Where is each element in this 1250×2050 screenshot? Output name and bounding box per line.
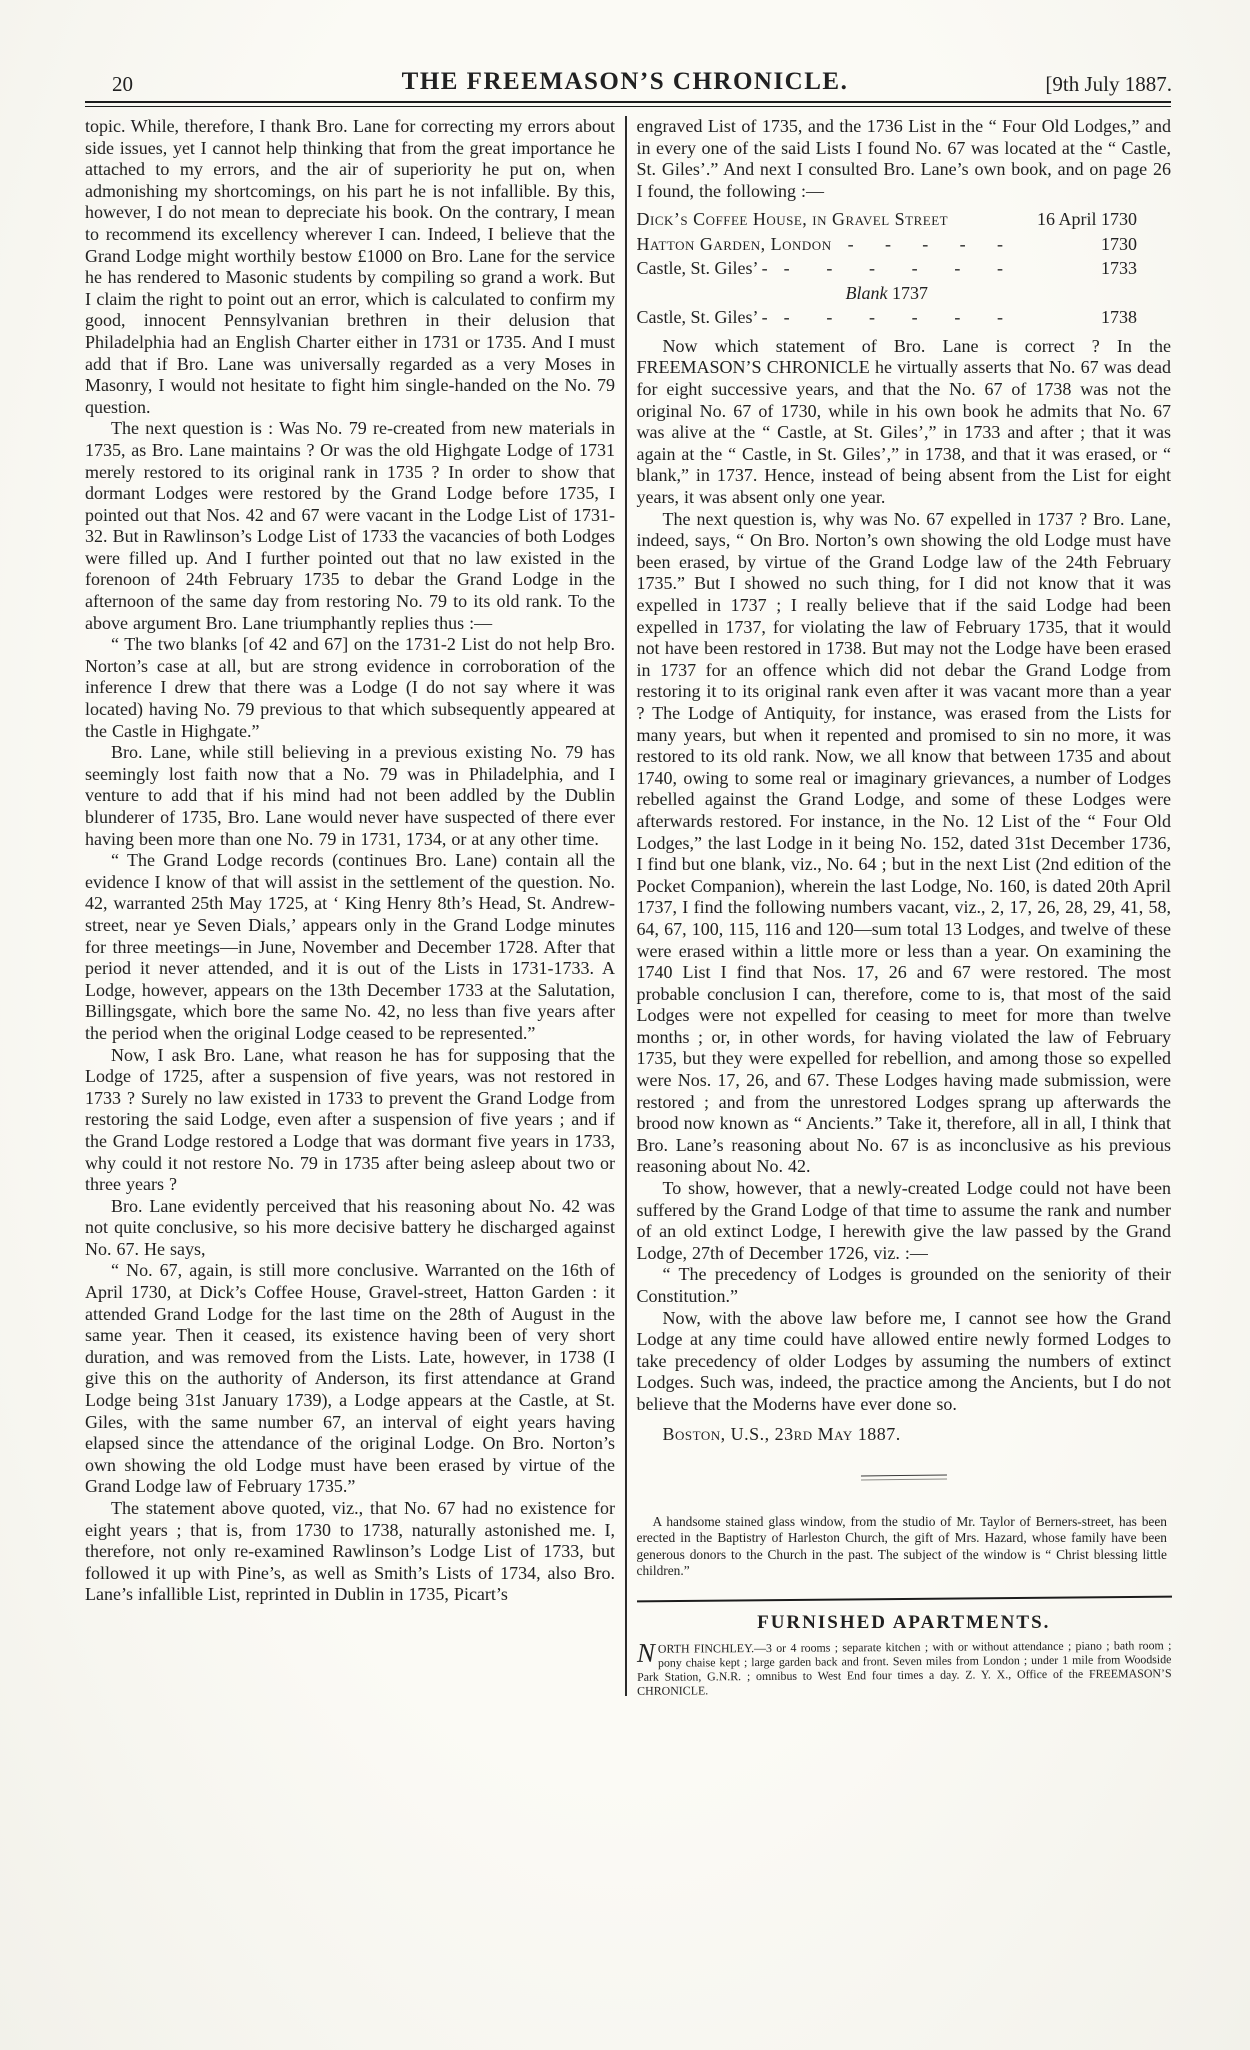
article-paragraph: The next question is : Was No. 79 re-created from new materials in 1735, as Bro. Lane maintains ? Or was the old Highgate Lodge of 1731 merely restored to its original rank in 1735 ? In order to show that dormant Lodges were restored by the Grand Lodge before 1735, I pointed out that Nos. 42 and 67 were vacant in the Lodge List of 1731-32. But in Rawlinson’s Lodge List of 1733 the vacancies of both Lodges were filled up. And I further pointed out that no law existed in the forenoon of 24th February 1735 to debar the Grand Lodge in the afternoon of the same day from restoring No. 79 to its old rank. To the above argument Bro. Lane triumphantly replies thus :— — [85, 418, 615, 633]
article-paragraph: “ No. 67, again, is still more conclusive. Warranted on the 16th of April 1730, at Dick’s Coffee House, Gravel-street, Hatton Garden : it attended Grand Lodge for the last time on the 28th of August in the same year. Then it ceased, its existence having been of very short duration, and was removed from the Lists. Late, however, in 1738 (I give this on the authority of Anderson, its first attendance at Grand Lodge being 31st January 1739), a Lodge appears at the Castle, at St. Giles, with the same number 67, an interval of eight years having elapsed since the attendance of the original Lodge. On Bro. Norton’s own showing the old Lodge must have been erased by virtue of the Grand Lodge law of February 1735.” — [85, 1260, 615, 1497]
lodge-date: 1733 — [1101, 258, 1137, 279]
article-paragraph: Bro. Lane, while still believing in a previous existing No. 79 has seemingly lost faith now that a No. 79 was in Philadelphia, and I venture to add that if his mind had not been addled by the Dublin blunderer of 1735, Bro. Lane would never have suspected of there ever having been more than one No. 79 in 1731, 1734, or at any other time. — [85, 742, 615, 849]
article-paragraph: Bro. Lane evidently perceived that his reasoning about No. 42 was not quite conclusive, so his more decisive battery he discharged against No. 67. He says, — [85, 1195, 615, 1259]
lodge-name: Castle, St. Giles’ - — [636, 258, 768, 279]
article-paragraph: Now, with the above law before me, I cannot see how the Grand Lodge at any time could have allowed entire newly formed Lodges to take precedency of older Lodges by assuming the numbers of extinct Lodges. Such was, indeed, the practice among the Ancients, but I do not believe that the Moderns have ever done so. — [636, 1307, 1171, 1414]
article-paragraph: engraved List of 1735, and the 1736 List in the “ Four Old Lodges,” and in every one of the said Lists I found No. 67 was located at the “ Castle, St. Giles’.” And next I consulted Bro. Lane’s own book, and on page 26 I found, the following :— — [636, 116, 1171, 201]
lodge-name: Dick’s Coffee House, in Gravel Street — [636, 209, 949, 230]
article-paragraph: “ The two blanks [of 42 and 67] on the 1731-2 List do not help Bro. Norton’s case at all, but are strong evidence in corroboration of the inference I drew that there was a Lodge (I do not say where it was located) having No. 79 previous to that which subsequently appeared at the Castle in Highgate.” — [85, 634, 615, 741]
right-column — [637, 116, 1172, 1696]
leader-dashes: - - - - - - — [783, 258, 1003, 279]
lodge-list-row — [637, 256, 1138, 281]
lodge-list-row — [637, 232, 1138, 257]
article-paragraph: Now, I ask Bro. Lane, what reason he has for supposing that the Lodge of 1725, after a suspension of five years, was not restored in 1733 ? Surely no law existed in 1733 to prevent the Grand Lodge from restoring the said Lodge, even after a suspension of five years ; and if the Grand Lodge restored a Lodge that was dormant five years in 1733, why could it not restore No. 79 in 1735 after being asleep about two or three years ? — [85, 1044, 615, 1195]
lodge-date: 16 April 1730 — [1036, 209, 1137, 230]
lodge-list-table — [637, 207, 1172, 330]
advert-body: NORTH FINCHLEY.—3 or 4 rooms ; separate kitchen ; with or without attendance ; piano ; bath room ; pony chaise kept ; large garden back and front. Seven miles from London ; under 1 mile from Woodside Park Station, G.N.R. ; omnibus to West End four times a day. Z. Y. X., Office of the FREEMASON’S CHRONICLE. — [636, 1637, 1172, 1698]
article-paragraph: Now which statement of Bro. Lane is correct ? In the FREEMASON’S CHRONICLE he virtually asserts that No. 67 was dead for eight successive years, and that the No. 67 of 1738 was not the original No. 67 of 1730, while in his own book he admits that No. 67 was alive at the “ Castle, at St. Giles’,” in 1733 and after ; that it was again at the “ Castle, in St. Giles’,” in 1738, and that it was erased, or “ blank,” in 1737. Hence, instead of being absent from the List for eight years, it was absent only one year. — [636, 335, 1171, 508]
lodge-name: Castle, St. Giles’ - — [636, 307, 768, 328]
advert-separator-rule — [637, 1596, 1171, 1603]
lodge-list-row — [637, 207, 1138, 232]
leader-dashes: - - - - - - — [783, 307, 1003, 328]
leader-dashes: - - - - - — [847, 233, 1003, 254]
article-paragraph: “ The Grand Lodge records (continues Bro. Lane) contain all the evidence I know of that will assist in the settlement of the question. No. 42, warranted 25th May 1725, at ‘ King Henry 8th’s Head, St. Andrew-street, near ye Seven Dials,’ appears only in the Grand Lodge minutes for three meetings—in June, November and December 1728. After that period it never attended, and it is out of the Lists in 1731-1733. A Lodge, however, appears on the 13th December 1733 at the Salutation, Billingsgate, which bore the same No. 42, no less than five years after the period when the original Lodge ceased to be represented.” — [85, 850, 615, 1043]
blank-label: Blank — [845, 282, 888, 303]
news-item: A handsome stained glass window, from the studio of Mr. Taylor of Berners-street, has been erected in the Baptistry of Harleston Church, the gift of Mrs. Hazard, whose family have been generous donors to the Church in the past. The subject of the window is “ Christ blessing little children.” — [636, 1513, 1167, 1579]
issue-date: [9th July 1887. — [1045, 72, 1172, 96]
article-paragraph: topic. While, therefore, I thank Bro. Lane for correcting my errors about side issues, yet I cannot help thinking that from the great importance he attached to my errors, and the air of superiority he put on, when admonishing my shortcomings, on his part he is not infallible. By this, however, I do not mean to depreciate his book. On the contrary, I mean to recommend its excellency wherever I can. Indeed, I believe that the Grand Lodge might worthily bestow £1000 on Bro. Lane for the service he has rendered to Masonic students by compiling so grand a work. But I claim the right to point out an error, which is calculated to confirm my good, innocent Pennsylvanian brethren in their delusion that Philadelphia had an English Charter either in 1731 or 1735. And I must add that if Bro. Lane was universally regarded as a very Moses in Masonry, I would not hesitate to fight him single-handed on the No. 79 question. — [85, 116, 615, 417]
column-divider-rule — [625, 116, 627, 1696]
publication-title: THE FREEMASON’S CHRONICLE. — [401, 68, 849, 95]
article-paragraph: “ The precedency of Lodges is grounded on the seniority of their Constitution.” — [636, 1264, 1171, 1306]
article-paragraph: The statement above quoted, viz., that No. 67 had no existence for eight years ; that is, from 1730 to 1738, naturally astonished me. I, therefore, not only re-examined Rawlinson’s Lodge List of 1733, but followed it up with Pine’s, as well as Smith’s Lists of 1734, also Bro. Lane’s infallible List, reprinted in Dublin in 1735, Picart’s — [85, 1498, 615, 1605]
left-column — [85, 116, 615, 1696]
article-columns — [85, 116, 1171, 1696]
blank-year: 1737 — [892, 282, 928, 303]
advert-heading: FURNISHED APARTMENTS. — [757, 1611, 1051, 1633]
lodge-date: 1738 — [1101, 307, 1137, 328]
lodge-date: 1730 — [1101, 233, 1137, 254]
lodge-name: Hatton Garden, London — [636, 233, 832, 254]
page-number: 20 — [112, 72, 133, 96]
section-separator-mark — [861, 1474, 947, 1480]
author-signature-line: Boston, U.S., 23rd May 1887. — [662, 1423, 901, 1444]
header-double-rule — [85, 101, 1171, 107]
lodge-list-row — [637, 305, 1138, 330]
article-paragraph: The next question is, why was No. 67 expelled in 1737 ? Bro. Lane, indeed, says, “ On Bro. Norton’s own showing the old Lodge must have been erased, by virtue of the Grand Lodge law of the 24th February 1735.” But I showed no such thing, for I did not know that it was expelled in 1737 ; I really believe that if the said Lodge had been expelled in 1737, for violating the law of February 1735, that it would not have been restored in 1738. But may not the Lodge have been erased in 1737 for an offence which did not debar the Grand Lodge from restoring it to its original rank even after it was vacant more than a year ? The Lodge of Antiquity, for instance, was erased from the Lists for many years, but when it repented and promised to sin no more, it was restored to its old rank. Now, we all know that between 1735 and about 1740, owing to some real or imaginary grievances, a number of Lodges rebelled against the Grand Lodge, and some of these Lodges were afterwards restored. For instance, in the No. 12 List of the “ Four Old Lodges,” the last Lodge in it being No. 152, dated 31st December 1736, I find but one blank, viz., No. 64 ; but in the next List (2nd edition of the Pocket Companion), wherein the last Lodge, No. 160, is dated 20th April 1737, I find the following numbers vacant, viz., 2, 17, 26, 28, 29, 41, 58, 64, 67, 100, 115, 116 and 120—sum total 13 Lodges, and twelve of these were erased within a little more or less than a year. On examining the 1740 List I find that Nos. 17, 26 and 67 were restored. The most probable conclusion I can, therefore, come to is, that most of the said Lodges were not expelled for ceasing to meet for more than twelve months ; or, in other words, for having violated the law of February 1735, but they were expelled for rebellion, and among those so expelled were Nos. 17, 26, and 67. These Lodges having made submission, were restored ; and from the unrestored Lodges sprang up afterwards the brood now known as “ Ancients.” Take it, therefore, all in all, I think that Bro. Lane’s reasoning about No. 67 is as inconclusive as his previous reasoning about No. 42. — [636, 508, 1171, 1177]
article-paragraph: To show, however, that a newly-created Lodge could not have been suffered by the Grand Lodge of that time to assume the rank and number of an old extinct Lodge, I herewith give the law passed by the Grand Lodge, 27th of December 1726, viz. :— — [636, 1178, 1171, 1263]
lodge-list-blank-row — [637, 281, 1138, 306]
